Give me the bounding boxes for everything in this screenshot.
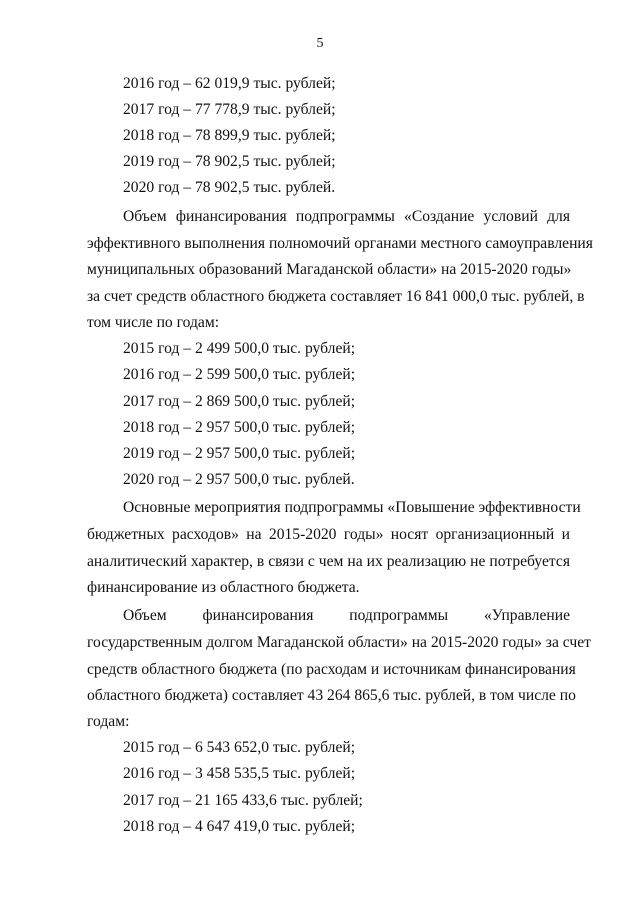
year-line: 2020 год – 78 902,5 тыс. рублей. — [123, 179, 336, 196]
paragraph-line: муниципальных образований Магаданской области» на 2015-2020 годы» — [87, 261, 572, 278]
year-line: 2019 год – 2 957 500,0 тыс. рублей; — [123, 445, 356, 462]
year-line: 2018 год – 78 899,9 тыс. рублей; — [123, 127, 336, 144]
year-line: 2019 год – 78 902,5 тыс. рублей; — [123, 153, 336, 170]
year-line: 2017 год – 77 778,9 тыс. рублей; — [123, 101, 336, 118]
paragraph-line: государственным долгом Магаданской области» на 2015-2020 годы» за счет — [87, 634, 591, 651]
paragraph-line: областного бюджета) составляет 43 264 865,6 тыс. рублей, в том числе по — [87, 687, 576, 704]
year-line: 2016 год – 62 019,9 тыс. рублей; — [123, 75, 336, 92]
paragraph-line: за счет средств областного бюджета составляет 16 841 000,0 тыс. рублей, в — [87, 288, 585, 305]
paragraph-line: том числе по годам: — [87, 314, 220, 331]
year-line: 2018 год – 2 957 500,0 тыс. рублей; — [123, 419, 356, 436]
year-line: 2018 год – 4 647 419,0 тыс. рублей; — [123, 818, 356, 835]
paragraph-line: средств областного бюджета (по расходам и источникам финансирования — [87, 661, 576, 678]
paragraph-line: бюджетных расходов» на 2015-2020 годы» носят организационный и — [87, 526, 570, 543]
year-line: 2017 год – 21 165 433,6 тыс. рублей; — [123, 792, 363, 809]
paragraph-line: годам: — [87, 713, 130, 730]
year-line: 2020 год – 2 957 500,0 тыс. рублей. — [123, 471, 355, 488]
year-line: 2016 год – 3 458 535,5 тыс. рублей; — [123, 765, 356, 782]
year-line: 2015 год – 6 543 652,0 тыс. рублей; — [123, 739, 356, 756]
year-line: 2017 год – 2 869 500,0 тыс. рублей; — [123, 393, 356, 410]
paragraph-line: Объем финансирования подпрограммы «Создание условий для — [123, 208, 570, 225]
paragraph-line: финансирование из областного бюджета. — [87, 579, 360, 596]
paragraph-line: эффективного выполнения полномочий органами местного самоуправления — [87, 235, 593, 252]
paragraph-line: Основные мероприятия подпрограммы «Повышение эффективности — [123, 499, 581, 516]
page-number: 5 — [316, 36, 324, 51]
paragraph-line: Объем финансирования подпрограммы «Управление — [123, 607, 570, 624]
year-line: 2015 год – 2 499 500,0 тыс. рублей; — [123, 340, 356, 357]
year-line: 2016 год – 2 599 500,0 тыс. рублей; — [123, 366, 356, 383]
paragraph-line: аналитический характер, в связи с чем на их реализацию не потребуется — [87, 553, 570, 570]
